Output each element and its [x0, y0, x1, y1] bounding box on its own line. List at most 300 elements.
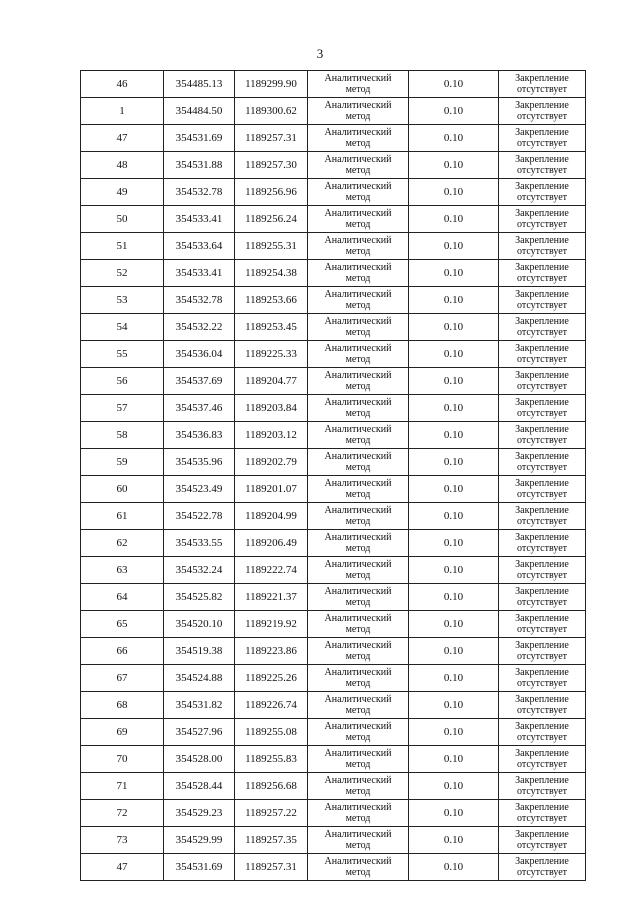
method-cell: [308, 665, 409, 692]
fixing-line-2: отсутствует: [516, 192, 568, 203]
fixing-line-1: Закрепление: [515, 100, 569, 111]
method-cell: [308, 125, 409, 152]
point-number-cell: 66: [81, 638, 164, 665]
fixing-line-1: Закрепление: [515, 721, 569, 732]
fixing-cell: [499, 719, 586, 746]
precision-cell: 0.10: [409, 584, 499, 611]
precision-cell: 0.10: [409, 98, 499, 125]
point-number-cell: 57: [81, 395, 164, 422]
method-cell: [308, 827, 409, 854]
method-line-2: метод: [345, 543, 371, 554]
point-number-cell: 68: [81, 692, 164, 719]
fixing-line-2: отсутствует: [516, 300, 568, 311]
point-number-cell: 64: [81, 584, 164, 611]
y-coordinate-cell: 1189257.31: [235, 125, 308, 152]
method-line-1: Аналитический: [324, 316, 392, 327]
precision-cell: 0.10: [409, 395, 499, 422]
y-coordinate-cell: 1189256.68: [235, 773, 308, 800]
fixing-cell: [499, 152, 586, 179]
fixing-cell: [499, 746, 586, 773]
method-line-2: метод: [345, 435, 371, 446]
table-row: [81, 827, 586, 854]
fixing-line-2: отсутствует: [516, 759, 568, 770]
method-line-1: Аналитический: [324, 667, 392, 678]
point-number-cell: 49: [81, 179, 164, 206]
method-line-2: метод: [345, 624, 371, 635]
fixing-line-2: отсутствует: [516, 462, 568, 473]
table-row: [81, 557, 586, 584]
fixing-line-2: отсутствует: [516, 219, 568, 230]
method-cell: [308, 314, 409, 341]
point-number-cell: 56: [81, 368, 164, 395]
table-row: [81, 422, 586, 449]
table-row: [81, 476, 586, 503]
fixing-cell: [499, 854, 586, 881]
point-number-cell: 47: [81, 854, 164, 881]
point-number-cell: 53: [81, 287, 164, 314]
method-cell: [308, 503, 409, 530]
y-coordinate-cell: 1189300.62: [235, 98, 308, 125]
fixing-line-1: Закрепление: [515, 127, 569, 138]
x-coordinate-cell: 354485.13: [164, 71, 235, 98]
point-number-cell: 62: [81, 530, 164, 557]
precision-cell: 0.10: [409, 638, 499, 665]
table-row: [81, 341, 586, 368]
fixing-line-1: Закрепление: [515, 505, 569, 516]
point-number-cell: 60: [81, 476, 164, 503]
method-line-1: Аналитический: [324, 262, 392, 273]
precision-cell: 0.10: [409, 449, 499, 476]
fixing-cell: [499, 827, 586, 854]
y-coordinate-cell: 1189222.74: [235, 557, 308, 584]
fixing-cell: [499, 341, 586, 368]
fixing-line-2: отсутствует: [516, 867, 568, 878]
x-coordinate-cell: 354536.83: [164, 422, 235, 449]
table-row: [81, 260, 586, 287]
y-coordinate-cell: 1189226.74: [235, 692, 308, 719]
precision-cell: 0.10: [409, 125, 499, 152]
fixing-cell: [499, 395, 586, 422]
fixing-line-2: отсутствует: [516, 273, 568, 284]
precision-cell: 0.10: [409, 341, 499, 368]
y-coordinate-cell: 1189257.22: [235, 800, 308, 827]
fixing-line-2: отсутствует: [516, 381, 568, 392]
x-coordinate-cell: 354532.24: [164, 557, 235, 584]
point-number-cell: 59: [81, 449, 164, 476]
x-coordinate-cell: 354537.69: [164, 368, 235, 395]
method-line-2: метод: [345, 84, 371, 95]
precision-cell: 0.10: [409, 530, 499, 557]
fixing-cell: [499, 314, 586, 341]
fixing-line-1: Закрепление: [515, 613, 569, 624]
x-coordinate-cell: 354520.10: [164, 611, 235, 638]
table-row: [81, 854, 586, 881]
precision-cell: 0.10: [409, 854, 499, 881]
fixing-cell: [499, 179, 586, 206]
method-line-1: Аналитический: [324, 289, 392, 300]
method-line-1: Аналитический: [324, 586, 392, 597]
fixing-cell: [499, 503, 586, 530]
table-row: [81, 584, 586, 611]
fixing-line-1: Закрепление: [515, 667, 569, 678]
method-line-2: метод: [345, 192, 371, 203]
fixing-line-1: Закрепление: [515, 397, 569, 408]
fixing-line-1: Закрепление: [515, 829, 569, 840]
fixing-line-1: Закрепление: [515, 370, 569, 381]
fixing-line-1: Закрепление: [515, 154, 569, 165]
precision-cell: 0.10: [409, 71, 499, 98]
x-coordinate-cell: 354537.46: [164, 395, 235, 422]
fixing-line-2: отсутствует: [516, 408, 568, 419]
fixing-cell: [499, 233, 586, 260]
method-line-2: метод: [345, 813, 371, 824]
method-line-2: метод: [345, 867, 371, 878]
fixing-line-1: Закрепление: [515, 208, 569, 219]
fixing-cell: [499, 71, 586, 98]
fixing-cell: [499, 692, 586, 719]
method-line-1: Аналитический: [324, 208, 392, 219]
method-line-2: метод: [345, 111, 371, 122]
precision-cell: 0.10: [409, 773, 499, 800]
table-row: [81, 719, 586, 746]
precision-cell: 0.10: [409, 179, 499, 206]
y-coordinate-cell: 1189299.90: [235, 71, 308, 98]
y-coordinate-cell: 1189255.83: [235, 746, 308, 773]
fixing-cell: [499, 422, 586, 449]
precision-cell: 0.10: [409, 611, 499, 638]
y-coordinate-cell: 1189253.45: [235, 314, 308, 341]
table-row: [81, 368, 586, 395]
x-coordinate-cell: 354528.44: [164, 773, 235, 800]
fixing-line-1: Закрепление: [515, 289, 569, 300]
method-line-1: Аналитический: [324, 775, 392, 786]
method-cell: [308, 476, 409, 503]
y-coordinate-cell: 1189204.77: [235, 368, 308, 395]
method-cell: [308, 206, 409, 233]
precision-cell: 0.10: [409, 260, 499, 287]
method-cell: [308, 98, 409, 125]
table-row: [81, 611, 586, 638]
fixing-line-2: отсутствует: [516, 597, 568, 608]
method-cell: [308, 611, 409, 638]
fixing-cell: [499, 125, 586, 152]
x-coordinate-cell: 354532.78: [164, 287, 235, 314]
method-cell: [308, 584, 409, 611]
y-coordinate-cell: 1189253.66: [235, 287, 308, 314]
fixing-line-2: отсутствует: [516, 435, 568, 446]
coordinates-table: [80, 70, 586, 881]
precision-cell: 0.10: [409, 746, 499, 773]
method-line-2: метод: [345, 516, 371, 527]
fixing-line-2: отсутствует: [516, 813, 568, 824]
method-cell: [308, 71, 409, 98]
x-coordinate-cell: 354529.99: [164, 827, 235, 854]
page-number: 3: [316, 46, 324, 61]
table-row: [81, 449, 586, 476]
method-line-1: Аналитический: [324, 721, 392, 732]
method-cell: [308, 692, 409, 719]
fixing-line-2: отсутствует: [516, 543, 568, 554]
point-number-cell: 71: [81, 773, 164, 800]
method-line-2: метод: [345, 570, 371, 581]
method-line-2: метод: [345, 381, 371, 392]
y-coordinate-cell: 1189256.24: [235, 206, 308, 233]
method-line-2: метод: [345, 246, 371, 257]
y-coordinate-cell: 1189219.92: [235, 611, 308, 638]
y-coordinate-cell: 1189201.07: [235, 476, 308, 503]
fixing-line-2: отсутствует: [516, 651, 568, 662]
table-row: [81, 179, 586, 206]
fixing-line-2: отсутствует: [516, 165, 568, 176]
fixing-cell: [499, 557, 586, 584]
point-number-cell: 69: [81, 719, 164, 746]
y-coordinate-cell: 1189203.12: [235, 422, 308, 449]
fixing-cell: [499, 368, 586, 395]
method-line-1: Аналитический: [324, 154, 392, 165]
fixing-line-1: Закрепление: [515, 532, 569, 543]
y-coordinate-cell: 1189257.30: [235, 152, 308, 179]
x-coordinate-cell: 354535.96: [164, 449, 235, 476]
fixing-line-1: Закрепление: [515, 235, 569, 246]
table-row: [81, 665, 586, 692]
fixing-cell: [499, 665, 586, 692]
precision-cell: 0.10: [409, 719, 499, 746]
x-coordinate-cell: 354533.41: [164, 206, 235, 233]
precision-cell: 0.10: [409, 287, 499, 314]
method-line-1: Аналитический: [324, 370, 392, 381]
fixing-cell: [499, 638, 586, 665]
table-row: [81, 638, 586, 665]
table-row: [81, 233, 586, 260]
table-row: [81, 206, 586, 233]
method-cell: [308, 368, 409, 395]
method-line-1: Аналитический: [324, 478, 392, 489]
point-number-cell: 52: [81, 260, 164, 287]
fixing-line-2: отсутствует: [516, 138, 568, 149]
fixing-line-1: Закрепление: [515, 748, 569, 759]
x-coordinate-cell: 354524.88: [164, 665, 235, 692]
fixing-cell: [499, 287, 586, 314]
precision-cell: 0.10: [409, 206, 499, 233]
fixing-line-1: Закрепление: [515, 640, 569, 651]
precision-cell: 0.10: [409, 800, 499, 827]
y-coordinate-cell: 1189225.26: [235, 665, 308, 692]
fixing-line-1: Закрепление: [515, 802, 569, 813]
fixing-cell: [499, 206, 586, 233]
fixing-cell: [499, 800, 586, 827]
fixing-cell: [499, 260, 586, 287]
fixing-line-1: Закрепление: [515, 586, 569, 597]
table-row: [81, 287, 586, 314]
method-line-2: метод: [345, 597, 371, 608]
method-line-1: Аналитический: [324, 235, 392, 246]
method-line-2: метод: [345, 732, 371, 743]
fixing-line-1: Закрепление: [515, 856, 569, 867]
method-line-2: метод: [345, 165, 371, 176]
method-cell: [308, 746, 409, 773]
fixing-cell: [499, 449, 586, 476]
method-line-1: Аналитический: [324, 559, 392, 570]
method-line-2: метод: [345, 705, 371, 716]
x-coordinate-cell: 354519.38: [164, 638, 235, 665]
fixing-line-1: Закрепление: [515, 451, 569, 462]
table-body: [81, 71, 586, 881]
x-coordinate-cell: 354522.78: [164, 503, 235, 530]
fixing-line-2: отсутствует: [516, 354, 568, 365]
table-row: [81, 773, 586, 800]
method-line-1: Аналитический: [324, 100, 392, 111]
fixing-cell: [499, 773, 586, 800]
method-cell: [308, 638, 409, 665]
fixing-cell: [499, 584, 586, 611]
method-line-2: метод: [345, 759, 371, 770]
point-number-cell: 73: [81, 827, 164, 854]
fixing-line-2: отсутствует: [516, 84, 568, 95]
precision-cell: 0.10: [409, 665, 499, 692]
y-coordinate-cell: 1189257.35: [235, 827, 308, 854]
precision-cell: 0.10: [409, 368, 499, 395]
fixing-line-2: отсутствует: [516, 840, 568, 851]
point-number-cell: 1: [81, 98, 164, 125]
method-line-1: Аналитический: [324, 127, 392, 138]
fixing-line-2: отсутствует: [516, 246, 568, 257]
precision-cell: 0.10: [409, 503, 499, 530]
fixing-cell: [499, 611, 586, 638]
x-coordinate-cell: 354533.55: [164, 530, 235, 557]
fixing-line-1: Закрепление: [515, 478, 569, 489]
fixing-line-2: отсутствует: [516, 489, 568, 500]
table-row: [81, 800, 586, 827]
fixing-line-1: Закрепление: [515, 424, 569, 435]
table-row: [81, 530, 586, 557]
method-line-2: метод: [345, 651, 371, 662]
point-number-cell: 47: [81, 125, 164, 152]
x-coordinate-cell: 354532.22: [164, 314, 235, 341]
method-line-2: метод: [345, 408, 371, 419]
method-line-1: Аналитический: [324, 451, 392, 462]
table-row: [81, 98, 586, 125]
y-coordinate-cell: 1189254.38: [235, 260, 308, 287]
method-line-2: метод: [345, 354, 371, 365]
method-cell: [308, 179, 409, 206]
point-number-cell: 51: [81, 233, 164, 260]
table-row: [81, 395, 586, 422]
method-line-2: метод: [345, 462, 371, 473]
table-row: [81, 71, 586, 98]
fixing-line-2: отсутствует: [516, 732, 568, 743]
method-cell: [308, 530, 409, 557]
method-line-1: Аналитический: [324, 343, 392, 354]
point-number-cell: 55: [81, 341, 164, 368]
method-line-1: Аналитический: [324, 748, 392, 759]
method-line-2: метод: [345, 327, 371, 338]
y-coordinate-cell: 1189203.84: [235, 395, 308, 422]
method-cell: [308, 233, 409, 260]
fixing-line-2: отсутствует: [516, 678, 568, 689]
y-coordinate-cell: 1189225.33: [235, 341, 308, 368]
method-line-1: Аналитический: [324, 829, 392, 840]
x-coordinate-cell: 354523.49: [164, 476, 235, 503]
precision-cell: 0.10: [409, 314, 499, 341]
method-cell: [308, 719, 409, 746]
method-cell: [308, 854, 409, 881]
method-cell: [308, 152, 409, 179]
fixing-line-2: отсутствует: [516, 516, 568, 527]
x-coordinate-cell: 354531.82: [164, 692, 235, 719]
fixing-line-1: Закрепление: [515, 694, 569, 705]
point-number-cell: 65: [81, 611, 164, 638]
y-coordinate-cell: 1189257.31: [235, 854, 308, 881]
method-line-1: Аналитический: [324, 802, 392, 813]
method-cell: [308, 800, 409, 827]
point-number-cell: 46: [81, 71, 164, 98]
table-row: [81, 125, 586, 152]
precision-cell: 0.10: [409, 422, 499, 449]
x-coordinate-cell: 354536.04: [164, 341, 235, 368]
precision-cell: 0.10: [409, 557, 499, 584]
x-coordinate-cell: 354529.23: [164, 800, 235, 827]
y-coordinate-cell: 1189223.86: [235, 638, 308, 665]
fixing-line-2: отсутствует: [516, 570, 568, 581]
y-coordinate-cell: 1189255.08: [235, 719, 308, 746]
fixing-cell: [499, 530, 586, 557]
x-coordinate-cell: 354531.88: [164, 152, 235, 179]
y-coordinate-cell: 1189206.49: [235, 530, 308, 557]
table-row: [81, 152, 586, 179]
fixing-cell: [499, 98, 586, 125]
method-cell: [308, 557, 409, 584]
point-number-cell: 67: [81, 665, 164, 692]
method-line-2: метод: [345, 219, 371, 230]
y-coordinate-cell: 1189255.31: [235, 233, 308, 260]
x-coordinate-cell: 354525.82: [164, 584, 235, 611]
method-line-2: метод: [345, 678, 371, 689]
y-coordinate-cell: 1189256.96: [235, 179, 308, 206]
method-cell: [308, 773, 409, 800]
fixing-line-2: отсутствует: [516, 786, 568, 797]
precision-cell: 0.10: [409, 827, 499, 854]
x-coordinate-cell: 354527.96: [164, 719, 235, 746]
fixing-line-1: Закрепление: [515, 775, 569, 786]
method-line-2: метод: [345, 138, 371, 149]
fixing-line-2: отсутствует: [516, 111, 568, 122]
method-cell: [308, 287, 409, 314]
x-coordinate-cell: 354531.69: [164, 125, 235, 152]
method-line-1: Аналитический: [324, 856, 392, 867]
point-number-cell: 50: [81, 206, 164, 233]
x-coordinate-cell: 354528.00: [164, 746, 235, 773]
fixing-line-1: Закрепление: [515, 262, 569, 273]
x-coordinate-cell: 354532.78: [164, 179, 235, 206]
method-line-2: метод: [345, 273, 371, 284]
table-row: [81, 692, 586, 719]
method-cell: [308, 260, 409, 287]
method-line-1: Аналитический: [324, 181, 392, 192]
fixing-line-2: отсутствует: [516, 624, 568, 635]
y-coordinate-cell: 1189202.79: [235, 449, 308, 476]
method-line-2: метод: [345, 489, 371, 500]
method-line-2: метод: [345, 786, 371, 797]
precision-cell: 0.10: [409, 233, 499, 260]
fixing-line-1: Закрепление: [515, 343, 569, 354]
table-row: [81, 314, 586, 341]
x-coordinate-cell: 354533.64: [164, 233, 235, 260]
x-coordinate-cell: 354484.50: [164, 98, 235, 125]
method-line-1: Аналитический: [324, 640, 392, 651]
method-line-1: Аналитический: [324, 613, 392, 624]
point-number-cell: 72: [81, 800, 164, 827]
fixing-line-1: Закрепление: [515, 73, 569, 84]
